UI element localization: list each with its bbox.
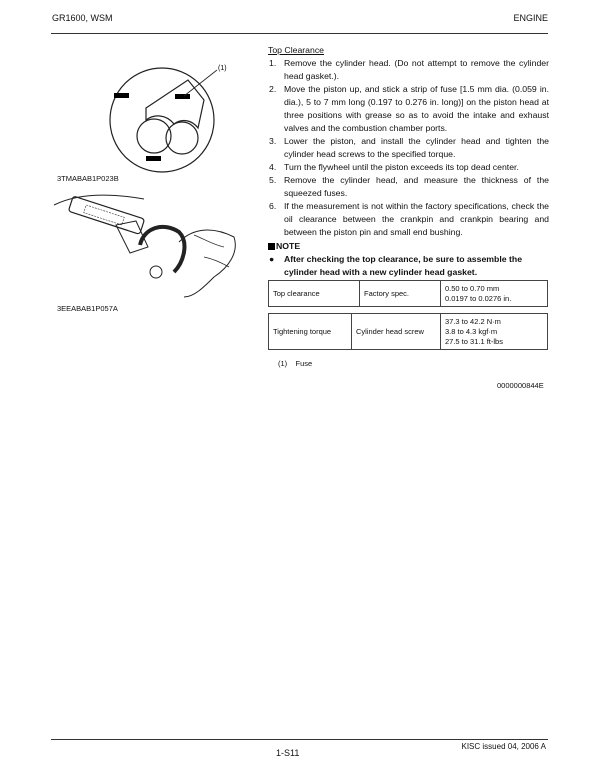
- step-item: [268, 174, 549, 200]
- procedure-steps: [268, 57, 549, 239]
- torque-part: Cylinder head screw: [352, 314, 441, 350]
- header-section: ENGINE: [513, 13, 548, 23]
- step-item: [268, 161, 549, 174]
- spec-value: 0.50 to 0.70 mm 0.0197 to 0.0276 in.: [441, 281, 548, 307]
- step-number: 5.: [269, 175, 277, 185]
- fig2-caption: 3EEABAB1P057A: [57, 304, 118, 313]
- step-item: [268, 83, 549, 135]
- note-square-icon: [268, 243, 275, 250]
- footer-divider: [51, 739, 548, 740]
- fig1-callout: (1): [218, 65, 227, 72]
- header-model: GR1600, WSM: [52, 13, 113, 23]
- step-number: 6.: [269, 201, 277, 211]
- fuse-mark: [146, 156, 161, 161]
- note-heading: NOTE: [268, 240, 549, 253]
- step-number: 3.: [269, 136, 277, 146]
- step-text: Turn the flywheel until the piston exceeds its top dead center.: [284, 162, 519, 172]
- bullet-icon: ●: [269, 254, 275, 264]
- page-number: 1-S11: [276, 748, 300, 758]
- step-number: 4.: [269, 162, 277, 172]
- spec-table: [268, 280, 548, 307]
- issue-info: KISC issued 04, 2006 A: [461, 742, 546, 751]
- section-title: Top Clearance: [268, 45, 325, 55]
- step-number: 1.: [269, 58, 277, 68]
- step-item: [268, 135, 549, 161]
- spec-type: Factory spec.: [360, 281, 441, 307]
- note-item: [268, 253, 549, 279]
- step-text: Remove the cylinder head. (Do not attempt to remove the cylinder head gasket.).: [284, 58, 549, 81]
- spec-item: Top clearance: [269, 281, 360, 307]
- torque-value: 37.3 to 42.2 N·m 3.8 to 4.3 kgf·m 27.5 to 31.1 ft-lbs: [441, 314, 548, 350]
- header-divider: [51, 33, 548, 34]
- torque-item: Tightening torque: [269, 314, 352, 350]
- fuse-mark: [114, 93, 129, 98]
- step-item: [268, 57, 549, 83]
- step-text: Lower the piston, and install the cylinder head and tighten the cylinder head screws to the specified torque.: [284, 136, 549, 159]
- fig1-caption: 3TMABAB1P023B: [57, 174, 119, 183]
- torque-table: [268, 313, 548, 350]
- legend: (1) Fuse: [278, 359, 313, 368]
- doc-code: 0000000844E: [497, 381, 544, 390]
- piston-head-illustration: [104, 58, 244, 173]
- step-number: 2.: [269, 84, 277, 94]
- micrometer-illustration: [44, 187, 244, 302]
- step-text: Remove the cylinder head, and measure the thickness of the squeezed fuses.: [284, 175, 549, 198]
- step-text: If the measurement is not within the factory specifications, check the oil clearance between the crankpin and crankpin bearing and between the piston pin and small end bushing.: [284, 201, 549, 237]
- procedure-section: [268, 44, 549, 279]
- note-text: After checking the top clearance, be sure to assemble the cylinder head with a new cylinder head gasket.: [284, 254, 523, 277]
- fuse-mark: [175, 94, 190, 99]
- step-item: [268, 200, 549, 239]
- step-text: Move the piston up, and stick a strip of fuse [1.5 mm dia. (0.059 in. dia.), 5 to 7 mm long (0.197 to 0.276 in. long)] on the piston head at three positions with grease so as to avoid the intake and exhaust valves and the combustion chamber ports.: [284, 84, 549, 133]
